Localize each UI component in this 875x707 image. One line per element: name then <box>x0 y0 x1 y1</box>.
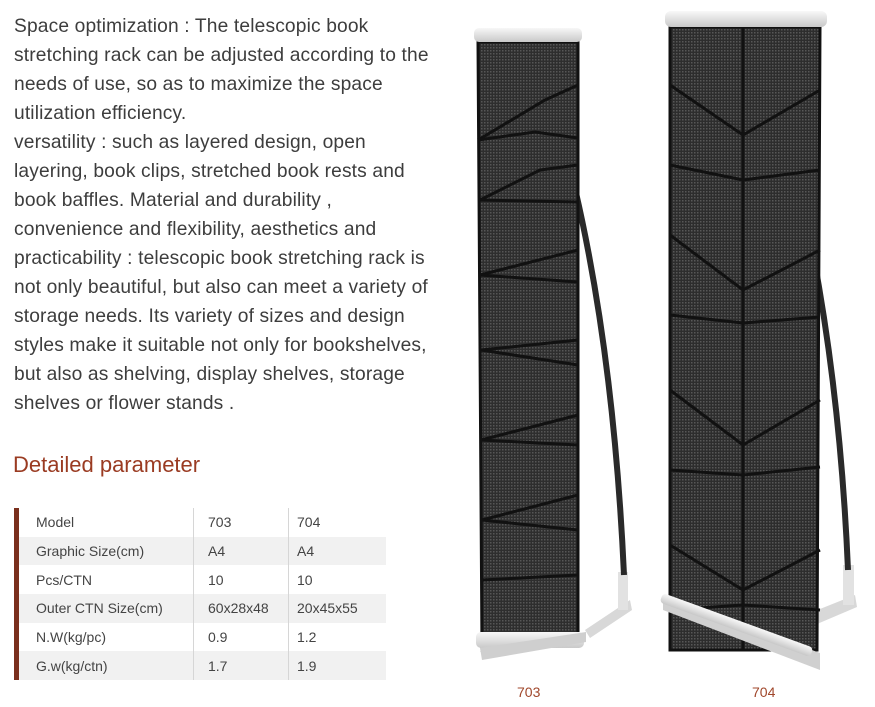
param-label: Graphic Size(cm) <box>19 537 194 566</box>
table-row <box>19 537 386 566</box>
param-label: N.W(kg/pc) <box>19 623 194 652</box>
param-value-703: 1.7 <box>194 651 289 680</box>
table-row <box>19 651 386 680</box>
param-value-704: 20x45x55 <box>289 594 387 623</box>
param-value-703: 703 <box>194 508 289 537</box>
param-label: Pcs/CTN <box>19 565 194 594</box>
table-row <box>19 565 386 594</box>
param-value-704: 704 <box>297 514 321 531</box>
param-value-704: 1.9 <box>289 651 387 680</box>
table-row <box>19 623 386 652</box>
intro-paragraph-space: Space optimization : The telescopic book stretching rack can be adjusted according to the needs of use, so as to maximize the space utilization efficiency. <box>14 16 429 124</box>
intro-paragraph-versatility: versatility : such as layered design, open layering, book clips, stretched book rests and book baffles. Material and durability , convenience and flexibility, aesthetics and practicability : telescopic book stretching rack is not only beautiful, but also can meet a variety of storage needs. Its variety of sizes and design styles make it suitable not only for bookshelves, but also as shelving, display shelves, storage shelves or flower stands . <box>14 132 428 414</box>
table-row <box>19 594 386 623</box>
caption-703: 703 <box>517 684 541 700</box>
param-label: Model <box>19 508 194 537</box>
param-label: G.w(kg/ctn) <box>19 651 194 680</box>
table-row <box>19 508 386 537</box>
param-value-703: 10 <box>194 565 289 594</box>
param-value-703: 60x28x48 <box>194 594 289 623</box>
param-value-704: 10 <box>297 571 313 588</box>
param-value-703: 0.9 <box>194 623 289 652</box>
intro-text <box>14 12 434 418</box>
param-value-704: A4 <box>289 537 387 566</box>
param-label: Outer CTN Size(cm) <box>19 594 194 623</box>
caption-704: 704 <box>752 684 776 700</box>
product-703-image <box>460 20 650 680</box>
product-704-image <box>655 5 870 685</box>
param-value-704: 1.2 <box>297 629 317 646</box>
parameter-heading: Detailed parameter <box>13 452 201 477</box>
param-value-703: A4 <box>194 537 289 566</box>
